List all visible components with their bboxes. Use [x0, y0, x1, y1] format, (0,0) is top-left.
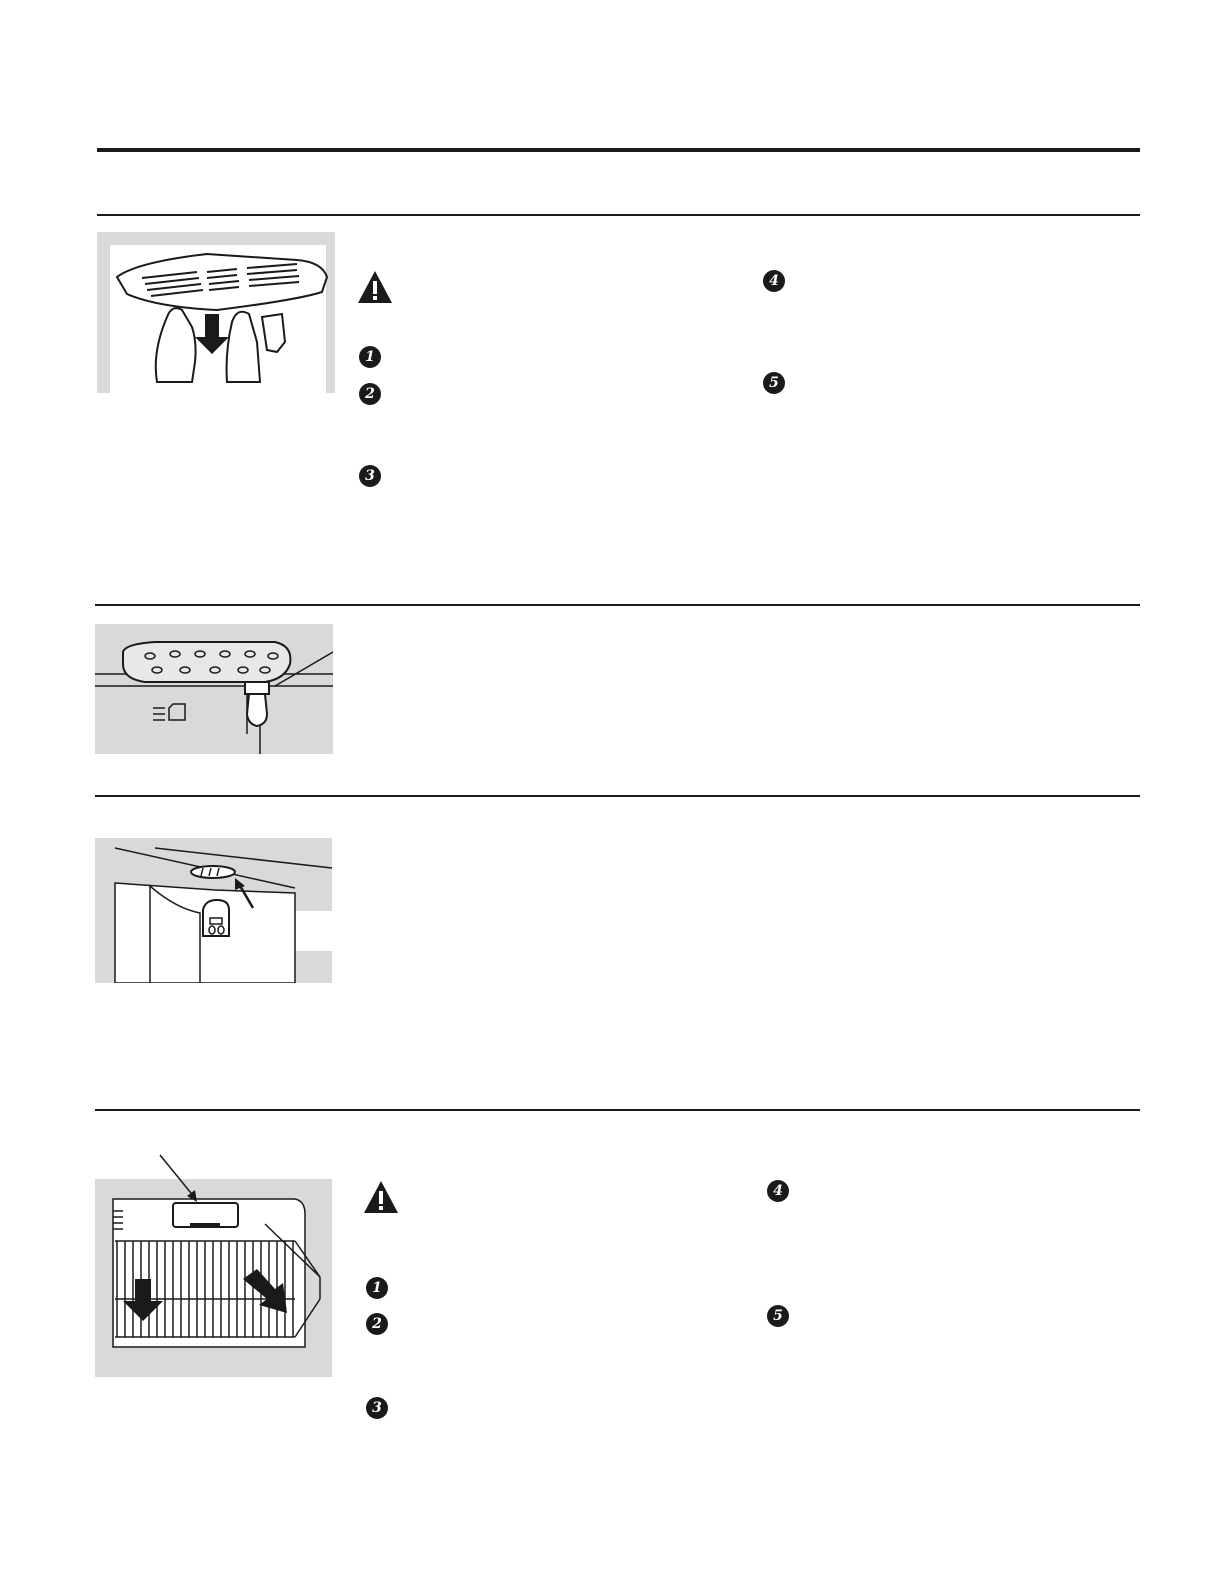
step-number-badge: 5 — [763, 372, 785, 394]
light-cover-illustration — [95, 838, 332, 983]
basket-pointer-line — [155, 1150, 200, 1205]
water-filter-illustration — [95, 624, 333, 754]
step-number-badge: 1 — [359, 346, 381, 368]
header-rule-thick — [97, 148, 1140, 152]
step-number-badge: 3 — [359, 465, 381, 487]
section-divider-3 — [95, 1109, 1140, 1111]
warning-icon — [357, 270, 393, 304]
freezer-basket-illustration — [95, 1179, 332, 1377]
section-divider-2 — [95, 795, 1140, 797]
step-number-badge: 1 — [366, 1277, 388, 1299]
grille-removal-illustration — [97, 232, 335, 393]
step-number-badge: 3 — [366, 1397, 388, 1419]
section-divider-1 — [95, 604, 1140, 606]
step-number-badge: 4 — [763, 270, 785, 292]
warning-icon — [363, 1180, 399, 1214]
step-number-badge: 4 — [767, 1180, 789, 1202]
step-number-badge: 5 — [767, 1305, 789, 1327]
step-number-badge: 2 — [366, 1313, 388, 1335]
header-rule-thin — [97, 214, 1140, 216]
step-number-badge: 2 — [359, 383, 381, 405]
